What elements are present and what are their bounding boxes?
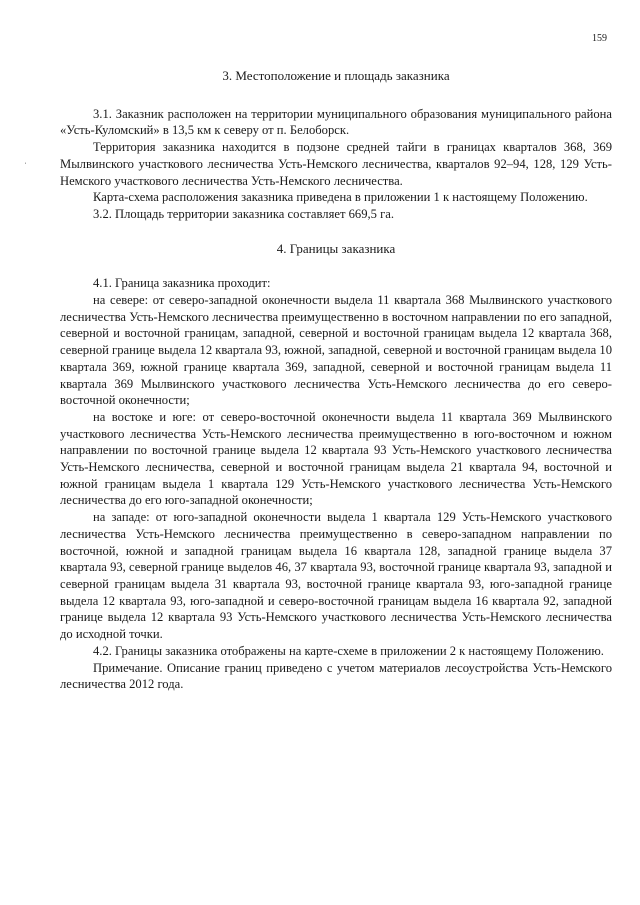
scan-mark: ˌ — [24, 154, 27, 164]
paragraph-map-reference: Карта-схема расположения заказника приведена в приложении 1 к настоящему Положению. — [93, 190, 588, 205]
paragraph-note: Примечание. Описание границ приведено с учетом материалов лесоустройства Усть-Немского лесничества 2012 года. — [60, 660, 612, 692]
section-4-heading: 4. Границы заказника — [276, 240, 396, 256]
paragraph-east-south-boundary: на востоке и юге: от северо-восточной оконечности выдела 11 квартала 369 Мылвинского участкового лесничества Усть-Немского лесничества преимущественно в юго-восточном и южном направлении по восточной границе выдела 12 квартала 93 Усть-Немского участкового лесничества Усть-Немского лесничества, северной и восточной границам выдела 21 квартала 94, восточной и южной границам выдела 1 квартала 129 Усть-Немского участкового лесничества Усть-Немского лесничества до его юго-западной оконечности; — [60, 409, 612, 508]
paragraph-4-2: 4.2. Границы заказника отображены на карте-схеме в приложении 2 к настоящему Положению. — [93, 643, 604, 658]
paragraph-territory: Территория заказника находится в подзоне средней тайги в границах кварталов 368, 369 Мылвинского участкового лесничества Усть-Немского лесничества, кварталов 92–94, 128, 129 Усть-Немского участкового лесничества Усть-Немского лесничества. — [60, 140, 612, 188]
paragraph-3-2: 3.2. Площадь территории заказника составляет 669,5 га. — [93, 206, 395, 221]
section-3-heading: 3. Местоположение и площадь заказника — [222, 68, 450, 83]
paragraph-west-boundary: на западе: от юго-западной оконечности выдела 1 квартала 129 Усть-Немского участкового лесничества Усть-Немского лесничества преимущественно в северо-западном направлении по восточной, южной и западной границам выдела 16 квартала 128, западной границе выдела 37 квартала 93, северной границе выделов 46, 37 квартала 93, восточной границе квартала 93, западной и северной границам выдела 31 квартала 93, восточной границе квартала 93, юго-западной границе выдела 12 квартала 93, юго-западной и северо-восточной границам выдела 16 квартала 92, западной границе выдела 12 квартала 93 Усть-Немского участкового лесничества Усть-Немского лесничества до исходной точки. — [60, 510, 612, 642]
page-number: 159 — [592, 33, 607, 44]
document-body — [60, 68, 612, 693]
paragraph-north-boundary: на севере: от северо-западной оконечности выдела 11 квартала 368 Мылвинского участкового лесничества Усть-Немского лесничества преимущественно в восточном направлении по его западной, северной и восточной границам, западной, северной и восточной границам выдела 12 квартала 368, северной границе выдела 12 квартала 93, южной, западной, северной и восточной границам выдела 10 квартала 369, южной границе квартала 369, западной, северной и восточной границам выдела 11 квартала 369 Мылвинского участкового лесничества Усть-Немского лесничества до его северо-восточной оконечности; — [60, 293, 612, 408]
paragraph-3-1: 3.1. Заказник расположен на территории муниципального образования муниципального района «Усть-Куломский» в 13,5 км к северу от п. Белоборск. — [60, 106, 612, 138]
paragraph-4-1: 4.1. Граница заказника проходит: — [93, 276, 271, 291]
